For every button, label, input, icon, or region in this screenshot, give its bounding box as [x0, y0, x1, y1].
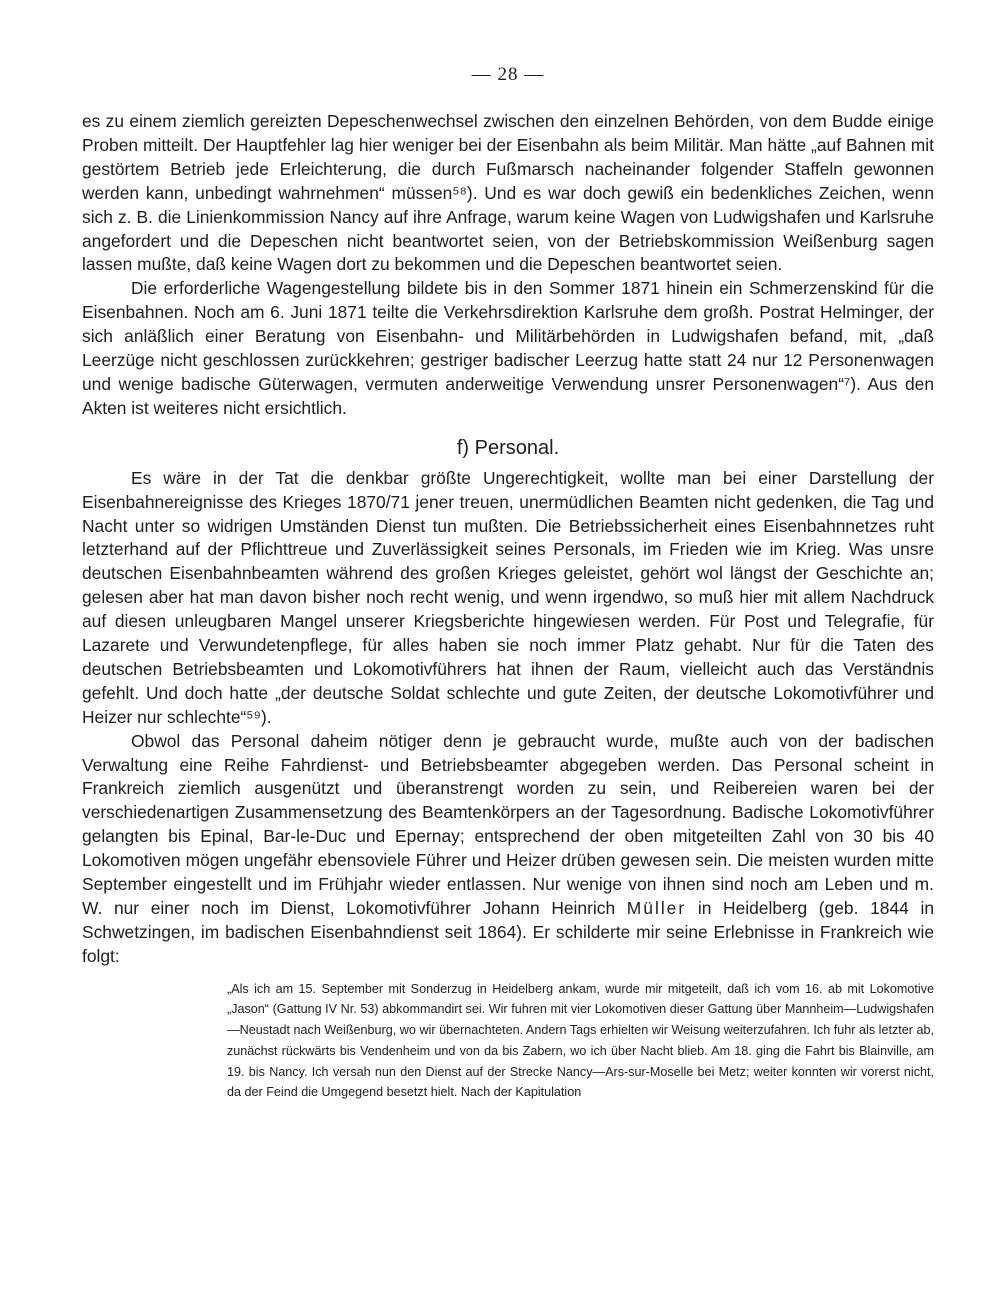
paragraph-4	[82, 730, 934, 969]
person-name: Müller	[626, 898, 687, 918]
document-page	[82, 64, 934, 1103]
body-text	[82, 110, 934, 969]
page-number: — 28 —	[471, 64, 545, 85]
section-heading: f) Personal.	[456, 436, 560, 459]
paragraph-3: Es wäre in der Tat die denkbar größte Ungerechtigkeit, wollte man bei einer Darstellung der Eisenbahnereignisse des Krieges 1870/71 jener treuen, unermüdlichen Beamten nicht gedenken, die Tag und Nacht unter so widrigen Umständen Dienst tun mußten. Die Betriebssicherheit eines Eisenbahnnetzes ruht letzterhand auf der Pflichttreue und Zuverlässigkeit seines Personals, im Frieden wie im Krieg. Was unsre deutschen Eisenbahnbeamten während des großen Krieges geleistet, gehört wol längst der Geschichte an; gelesen aber hat man davon bisher noch recht wenig, und wenn irgendwo, so muß hier mit allem Nachdruck auf diesen unleugbaren Mangel unserer Kriegsberichte hingewiesen werden. Für Post und Telegrafie, für Lazarete und Verwundetenpflege, für alles haben sie noch immer Platz gehabt. Nur für die Taten des deutschen Betriebsbeamten und Lokomotivführers hat ihnen der Raum, vielleicht auch das Verständnis gefehlt. Und doch hatte „der deutsche Soldat schlechte und gute Zeiten, der deutsche Lokomotivführer und Heizer nur schlechte“⁵⁹).	[82, 467, 934, 727]
paragraph-2: Die erforderliche Wagengestellung bildete bis in den Sommer 1871 hinein ein Schmerzenskind für die Eisenbahnen. Noch am 6. Juni 1871 teilte die Verkehrsdirektion Karlsruhe dem großh. Postrat Helminger, der sich anläßlich einer Beratung von Eisenbahn- und Militärbehörden in Ludwigshafen befand, mit, „daß Leerzüge nicht geschlossen zurückkehren; gestriger badischer Leerzug hatte statt 24 nur 12 Personenwagen und wenige badische Güterwagen, vermuten anderweitige Verwendung unsrer Personenwagen“⁷). Aus den Akten ist weiteres nicht ersichtlich.	[82, 278, 934, 418]
paragraph-4-part-2: in Heidelberg (geb. 1844 in Schwetzingen, im badischen Eisenbahndienst seit 1864). Er schilderte mir seine Erlebnisse in Frankreich wie folgt:	[82, 898, 934, 966]
paragraph-1: es zu einem ziemlich gereizten Depeschenwechsel zwischen den einzelnen Behörden, von dem Budde einige Proben mitteilt. Der Hauptfehler lag hier weniger bei der Eisenbahn als beim Militär. Man hätte „auf Bahnen mit gestörtem Betrieb jede Erleichterung, die durch Fußmarsch nacheinander folgender Staffeln gewonnen werden kann, unbedingt wahrnehmen“ müssen⁵⁸). Und es war doch gewiß ein bedenkliches Zeichen, wenn sich z. B. die Linienkommission Nancy auf ihre Anfrage, warum keine Wagen von Ludwigshafen und Karlsruhe angefordert und die Depeschen nicht beantwortet seien, von der Betriebskommission Weißenburg sagen lassen mußte, daß keine Wagen dort zu bekommen und die Depeschen beantwortet seien.	[82, 111, 934, 275]
block-quote: „Als ich am 15. September mit Sonderzug in Heidelberg ankam, wurde mir mitgeteilt, daß ich vom 16. ab mit Lokomotive „Jason“ (Gattung IV Nr. 53) abkommandirt sei. Wir fuhren mit vier Lokomotiven dieser Gattung über Mannheim—Ludwigshafen—Neustadt nach Weißenburg, wo wir übernachteten. Andern Tags erhielten wir Weisung weiterzufahren. Ich fuhr als letzter ab, zunächst rückwärts bis Vendenheim und von da bis Zabern, wo ich über Nacht blieb. Am 18. ging die Fahrt bis Blainville, am 19. bis Nancy. Ich versah nun den Dienst auf der Strecke Nancy—Ars-sur-Moselle bei Metz; weiter konnten wir vorerst nicht, da der Feind die Umgegend besetzt hielt. Nach der Kapitulation	[227, 981, 934, 1100]
paragraph-4-part-1: Obwol das Personal daheim nötiger denn je gebraucht wurde, mußte auch von der badischen Verwaltung eine Reihe Fahrdienst- und Betriebsbeamter abgegeben werden. Das Personal scheint in Frankreich ziemlich ausgenützt und überanstrengt worden zu sein, und Reibereien waren bei der verschiedenartigen Zusammensetzung des Beamtenkörpers an der Tagesordnung. Badische Lokomotivführer gelangten bis Epinal, Bar-le-Duc und Epernay; entsprechend der oben mitgeteilten Zahl von 30 bis 40 Lokomotiven mögen ungefähr ebensoviele Führer und Heizer drüben gewesen sein. Die meisten wurden mitte September eingestellt und im Frühjahr wieder entlassen. Nur wenige von ihnen sind noch am Leben und m. W. nur einer noch im Dienst, Lokomotivführer Johann Heinrich	[82, 730, 934, 918]
